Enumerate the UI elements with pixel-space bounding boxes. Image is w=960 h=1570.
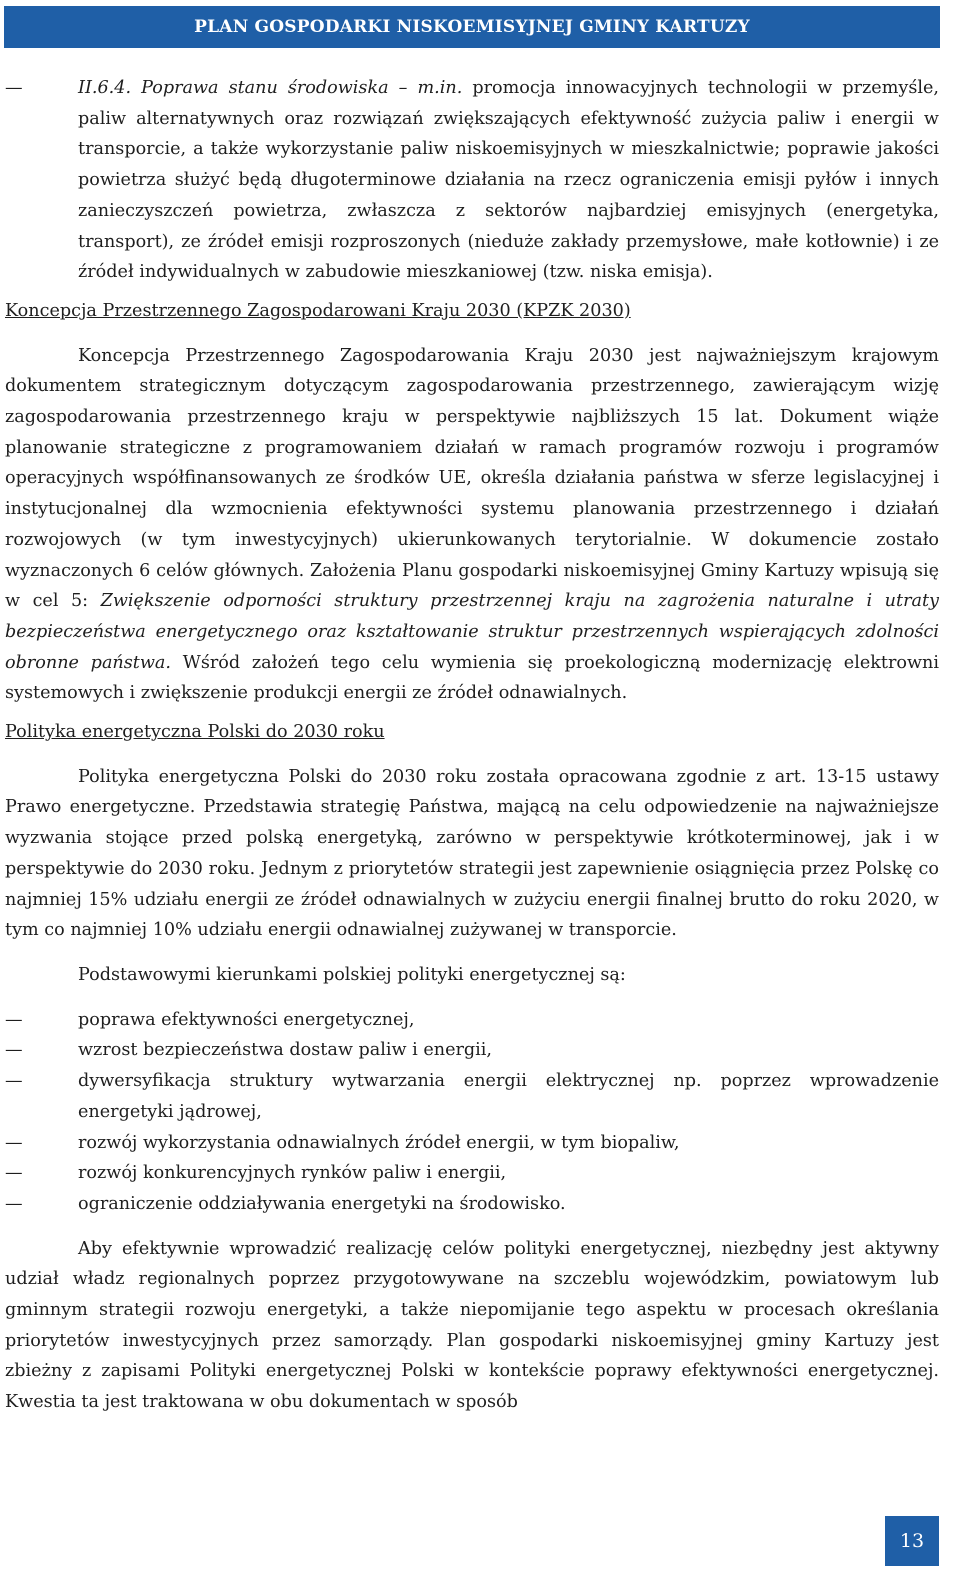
dash-marker: — [5, 1040, 23, 1061]
paragraph-kpzk-text-a: Koncepcja Przestrzennego Zagospodarowania Kraju 2030 jest najważniejszym krajowym dokumentem strategicznym dotyczącym zagospodarowania przestrzennego, zawierającym wizję zagospodarowania przestrzennego kraju w perspektywie najbliższych 15 lat. Dokument wiąże planowanie strategiczne z programowaniem działań w ramach programów rozwoju i programów operacyjnych współfinansowanych ze środków UE, określa działania państwa w sferze legislacyjnej i instytucjonalnej dla wzmocnienia efektywności systemu planowania przestrzennego i działań rozwojowych (w tym inwestycyjnych) ukierunkowanych terytorialnie. W dokumencie zostało wyznaczonych 6 celów głównych. Założenia Planu gospodarki niskoemisyjnej Gminy Kartuzy wpisują się w cel 5: [5, 345, 939, 612]
page-number [885, 1516, 939, 1566]
paragraph-kpzk [5, 341, 939, 709]
intro-list-item [5, 73, 939, 288]
list-item [5, 1189, 939, 1220]
list-item [5, 1005, 939, 1036]
intro-item-body: promocja innowacyjnych technologii w przemyśle, paliw alternatywnych oraz rozwiązań zwiększających efektywność zużycia paliw i energii w transporcie, a także wykorzystanie paliw niskoemisyjnych w mieszkalnictwie; poprawie jakości powietrza służyć będą długoterminowe działania na rzecz ograniczenia emisji pyłów i innych zanieczyszczeń powietrza, zwłaszcza z sektorów najbardziej emisyjnych (energetyka, transport), ze źródeł emisji rozproszonych (nieduże zakłady przemysłowe, małe kotłownie) i ze źródeł indywidualnych w zabudowie mieszkaniowej (tzw. niska emisja). [78, 78, 939, 283]
page-content [5, 73, 939, 1418]
list-item [5, 1128, 939, 1159]
dash-marker: — [5, 1071, 23, 1092]
page-number-text: 13 [899, 1530, 925, 1552]
list-item-text: rozwój wykorzystania odnawialnych źródeł energii, w tym biopaliw, [78, 1132, 680, 1153]
paragraph-kpzk-goal: Zwiększenie odporności struktury przestrzennej kraju na zagrożenia naturalne i utraty bezpieczeństwa energetycznego oraz kształtowanie struktur przestrzennych wspierających zdolności obronne państwa. [5, 591, 939, 673]
list-item [5, 1158, 939, 1189]
paragraph-kpzk-text-b: Wśród założeń tego celu wymienia się proekologiczną modernizację elektrowni systemowych i zwiększenie produkcji energii ze źródeł odnawialnych. [5, 652, 939, 704]
list-item-text: wzrost bezpieczeństwa dostaw paliw i energii, [78, 1040, 493, 1061]
list-item-text: dywersyfikacja struktury wytwarzania energii elektrycznej np. poprzez wprowadzenie energetyki jądrowej, [78, 1071, 939, 1122]
intro-item-label: II.6.4. Poprawa stanu środowiska – m.in. [78, 78, 463, 98]
dash-marker: — [5, 1009, 23, 1030]
dash-marker: — [5, 1163, 23, 1184]
paragraph-polityka-1: Polityka energetyczna Polski do 2030 roku została opracowana zgodnie z art. 13-15 ustawy Prawo energetyczne. Przedstawia strategię Państwa, mającą na celu odpowiedzenie na najważniejsze wyzwania stojące przed polską energetyką, zarówno w perspektywie krótkoterminowej, jak i w perspektywie do 2030 roku. Jednym z priorytetów strategii jest zapewnienie osiągnięcia przez Polskę co najmniej 15% udziału energii ze źródeł odnawialnych w zużyciu energii finalnej brutto do roku 2020, w tym co najmniej 10% udziału energii odnawialnej zużywanej w transporcie. [5, 766, 939, 941]
list-item [5, 1035, 939, 1066]
intro-item-text [78, 73, 939, 288]
section-heading-kpzk: Koncepcja Przestrzennego Zagospodarowani Kraju 2030 (KPZK 2030) [5, 300, 631, 321]
list-item [5, 1066, 939, 1127]
list-item-text: rozwój konkurencyjnych rynków paliw i energii, [78, 1163, 507, 1184]
list-item-text: poprawa efektywności energetycznej, [78, 1009, 415, 1030]
dash-marker: — [5, 1132, 23, 1153]
paragraph-polityka-3: Aby efektywnie wprowadzić realizację celów polityki energetycznej, niezbędny jest aktywny udział władz regionalnych poprzez przygotowywane na szczeblu wojewódzkim, powiatowym lub gminnym strategii rozwoju energetyki, a także niepomijanie tego aspektu w procesach określania priorytetów inwestycyjnych przez samorządy. Plan gospodarki niskoemisyjnej gminy Kartuzy jest zbieżny z zapisami Polityki energetycznej Polski w kontekście poprawy efektywności energetycznej. Kwestia ta jest traktowana w obu dokumentach w sposób [5, 1238, 939, 1413]
dash-marker: — [5, 78, 23, 98]
header-bar [4, 6, 940, 48]
section-heading-polityka: Polityka energetyczna Polski do 2030 roku [5, 722, 385, 743]
paragraph-polityka-2: Podstawowymi kierunkami polskiej polityki energetycznej są: [78, 964, 626, 985]
document-title: PLAN GOSPODARKI NISKOEMISYJNEJ GMINY KARTUZY [194, 17, 750, 37]
directions-list [5, 1005, 939, 1220]
dash-marker: — [5, 1193, 23, 1214]
list-item-text: ograniczenie oddziaływania energetyki na środowisko. [78, 1193, 566, 1214]
